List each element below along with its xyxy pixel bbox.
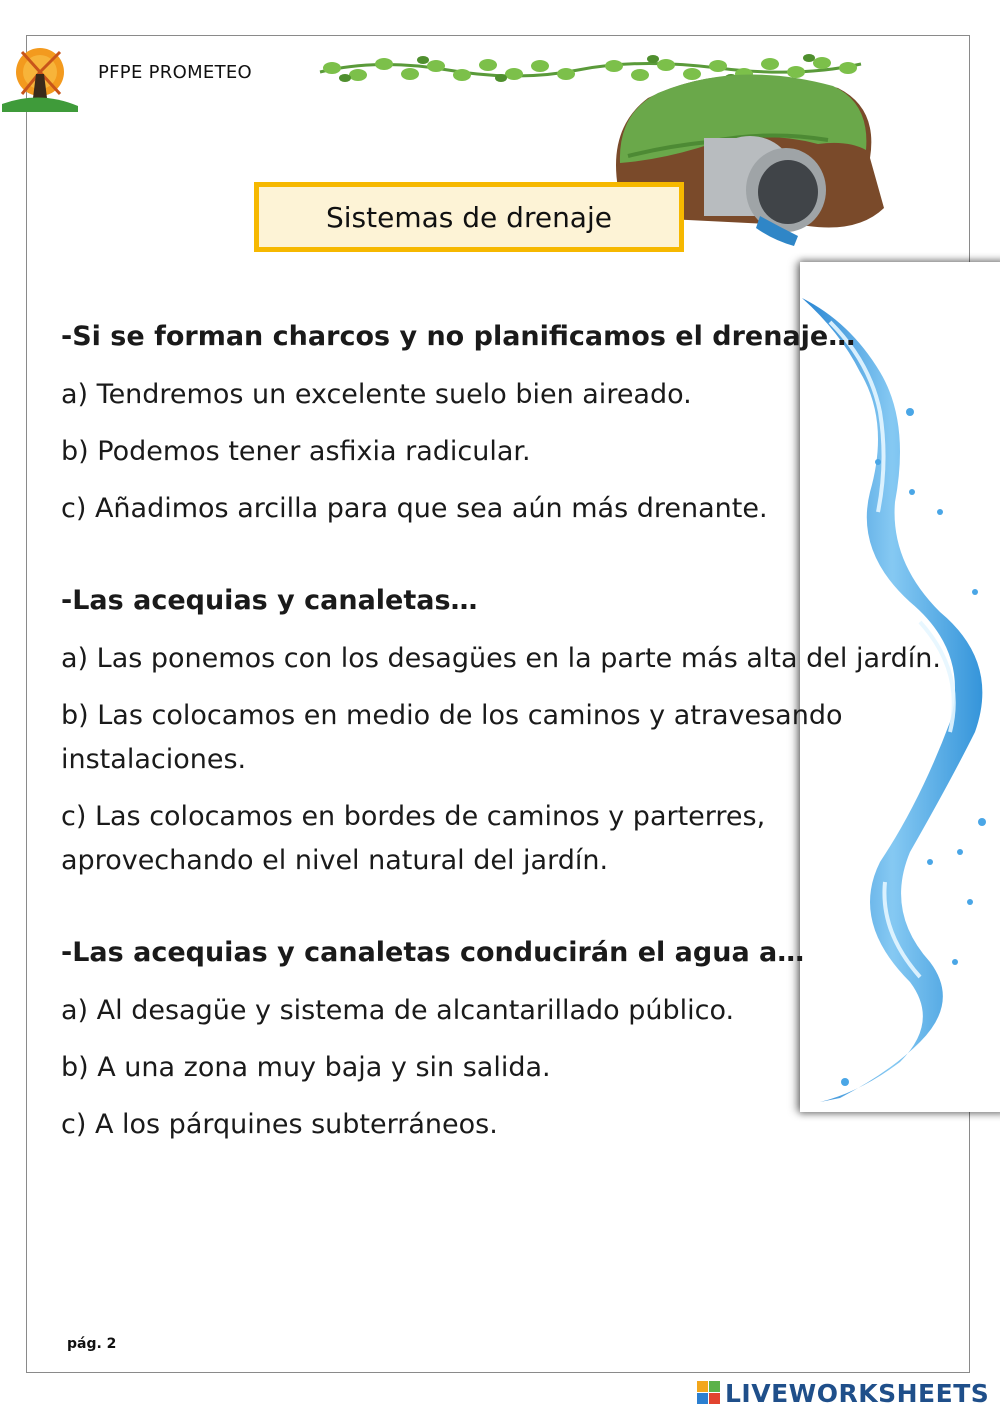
liveworksheets-logo-icon xyxy=(697,1381,721,1405)
page-number: pág. 2 xyxy=(67,1336,117,1352)
answer-option[interactable]: c) Las colocamos en bordes de caminos y parterres, aprovechando el nivel natural del jardín. xyxy=(61,801,766,876)
answer-option[interactable]: b) A una zona muy baja y sin salida. xyxy=(61,1052,551,1083)
answer-option[interactable]: c) A los párquines subterráneos. xyxy=(61,1109,498,1140)
question-block xyxy=(61,579,941,883)
page-title: Sistemas de drenaje xyxy=(254,182,684,252)
question-prompt: -Si se forman charcos y no planificamos el drenaje… xyxy=(61,321,856,352)
answer-option[interactable]: a) Tendremos un excelente suelo bien aireado. xyxy=(61,379,692,410)
question-prompt: -Las acequias y canaletas conducirán el agua a… xyxy=(61,937,805,968)
question-prompt: -Las acequias y canaletas… xyxy=(61,585,478,616)
answer-option[interactable]: a) Las ponemos con los desagües en la parte más alta del jardín. xyxy=(61,643,941,674)
answer-option[interactable]: b) Podemos tener asfixia radicular. xyxy=(61,436,531,467)
answer-option[interactable]: b) Las colocamos en medio de los caminos y atravesando instalaciones. xyxy=(61,700,843,775)
question-list xyxy=(61,315,941,1195)
question-block xyxy=(61,931,941,1147)
question-block xyxy=(61,315,941,531)
answer-option[interactable]: a) Al desagüe y sistema de alcantarillado público. xyxy=(61,995,735,1026)
org-name: PFPE PROMETEO xyxy=(98,62,253,83)
answer-option[interactable]: c) Añadimos arcilla para que sea aún más drenante. xyxy=(61,493,768,524)
liveworksheets-brand[interactable] xyxy=(697,1378,989,1408)
brand-name: LIVEWORKSHEETS xyxy=(725,1378,990,1408)
windmill-sun-logo-icon xyxy=(0,38,80,118)
